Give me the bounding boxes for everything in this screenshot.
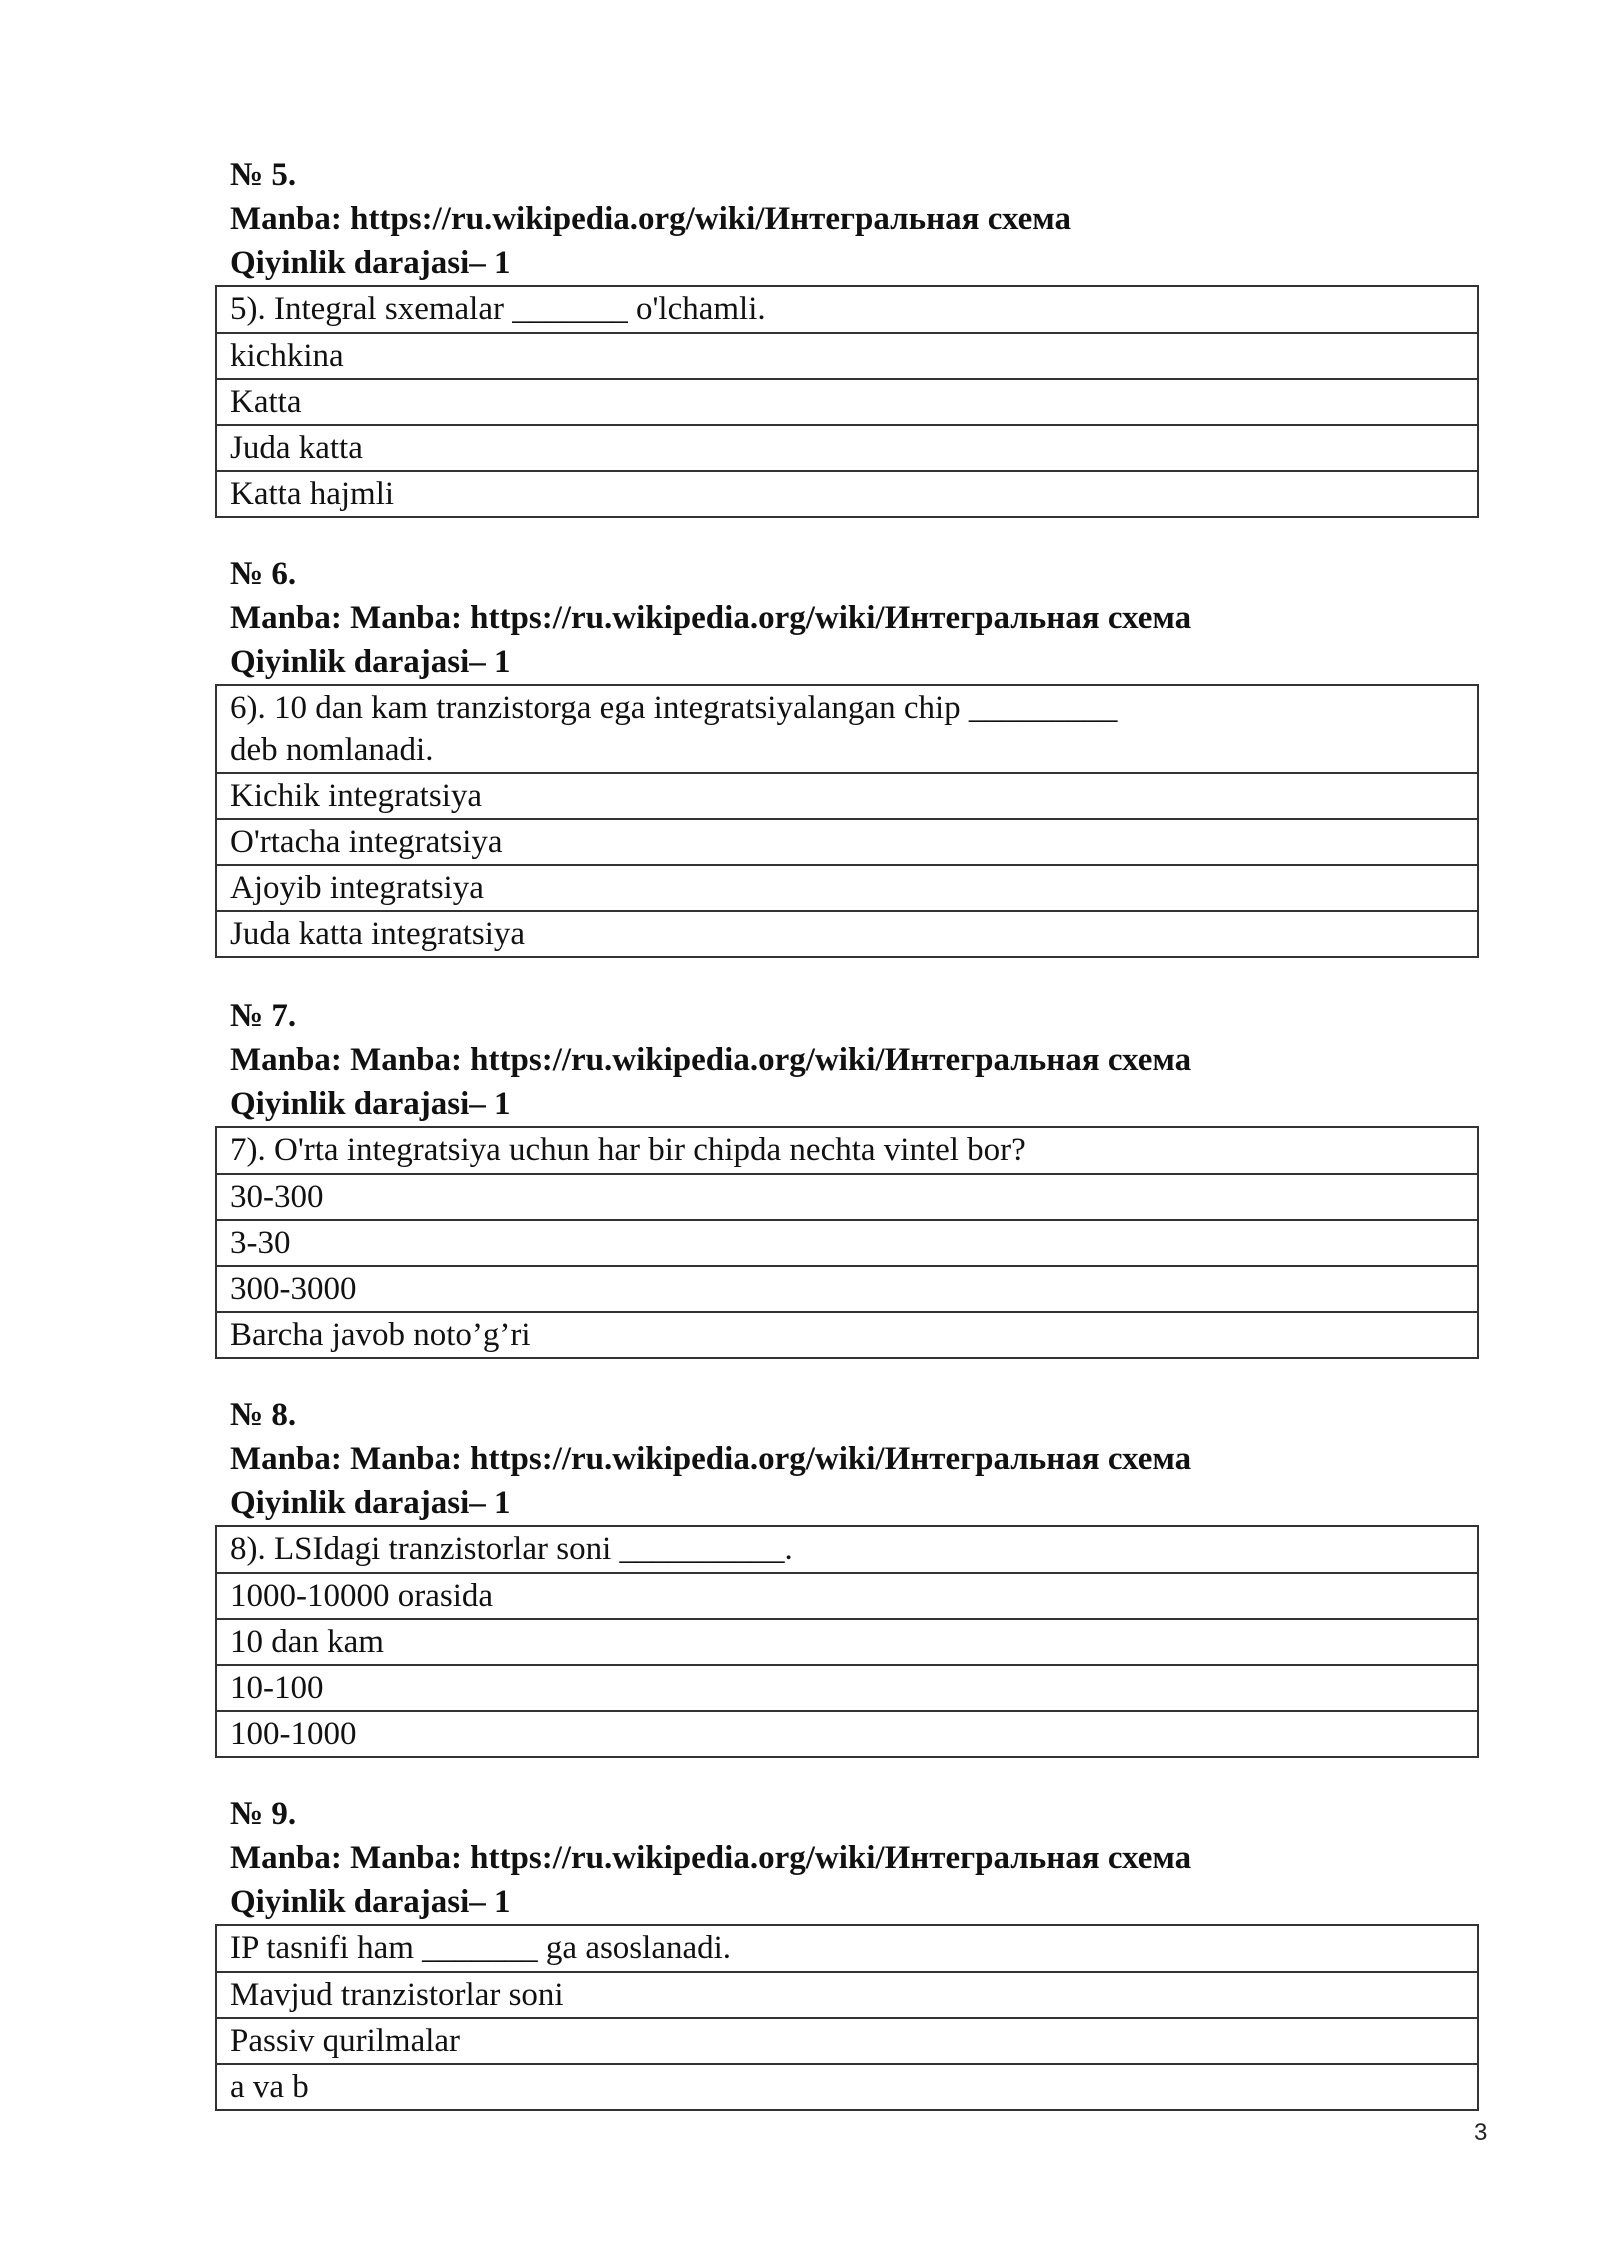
answer-option: O'rtacha integratsiya [217,818,1477,864]
question-table [215,684,1479,958]
answer-option: 100-1000 [217,1710,1477,1756]
answer-option: kichkina [217,332,1477,378]
question-header [230,994,1479,1126]
question-block-7 [230,994,1479,1359]
answer-option: Passiv qurilmalar [217,2017,1477,2063]
question-block-5 [230,153,1479,518]
answer-option: 1000-10000 orasida [217,1572,1477,1618]
answer-option: 10-100 [217,1664,1477,1710]
question-table [215,1126,1479,1359]
answer-option: Katta [217,378,1477,424]
question-source: Manba: https://ru.wikipedia.org/wiki/Интегральная схема [230,201,1072,237]
answer-option: Katta hajmli [217,470,1477,516]
question-header [230,153,1479,285]
question-number: № 5. [230,157,297,193]
answer-option: 10 dan kam [217,1618,1477,1664]
question-text: 7). O'rta integratsiya uchun har bir chipda nechta vintel bor? [230,1132,1026,1168]
question-difficulty: Qiyinlik darajasi– 1 [230,1086,511,1122]
answer-option: Ajoyib integratsiya [217,864,1477,910]
answer-option: Mavjud tranzistorlar soni [217,1971,1477,2017]
question-number: № 7. [230,998,297,1034]
question-block-6 [230,552,1479,958]
answer-option: Barcha javob noto’g’ri [217,1311,1477,1357]
answer-option: 3-30 [217,1219,1477,1265]
question-table [215,1525,1479,1758]
question-source: Manba: Manba: https://ru.wikipedia.org/wiki/Интегральная схема [230,1042,1192,1078]
question-difficulty: Qiyinlik darajasi– 1 [230,1884,511,1920]
question-difficulty: Qiyinlik darajasi– 1 [230,1485,511,1521]
answer-option: a va b [217,2063,1477,2109]
answer-option: 300-3000 [217,1265,1477,1311]
question-text: 8). LSIdagi tranzistorlar soni __________. [230,1531,793,1567]
question-number: № 9. [230,1796,297,1832]
question-number: № 8. [230,1397,297,1433]
answer-option: Juda katta integratsiya [217,910,1477,956]
question-table [215,285,1479,518]
answer-option: Kichik integratsiya [217,772,1477,818]
answer-option: Juda katta [217,424,1477,470]
question-block-9 [230,1792,1479,2111]
question-source: Manba: Manba: https://ru.wikipedia.org/wiki/Интегральная схема [230,1840,1192,1876]
question-difficulty: Qiyinlik darajasi– 1 [230,245,511,281]
answer-option: 30-300 [217,1173,1477,1219]
question-source: Manba: Manba: https://ru.wikipedia.org/wiki/Интегральная схема [230,1441,1192,1477]
question-number: № 6. [230,556,297,592]
question-header [230,1792,1479,1924]
question-source: Manba: Manba: https://ru.wikipedia.org/wiki/Интегральная схема [230,600,1192,636]
question-text: IP tasnifi ham _______ ga asoslanadi. [230,1930,732,1966]
question-text: 5). Integral sxemalar _______ o'lchamli. [230,291,766,327]
question-difficulty: Qiyinlik darajasi– 1 [230,644,511,680]
question-header [230,1393,1479,1525]
question-header [230,552,1479,684]
question-table [215,1924,1479,2111]
question-block-8 [230,1393,1479,1758]
question-text: 6). 10 dan kam tranzistorga ega integratsiyalangan chip _________ deb nomlanadi. [230,690,1118,768]
page-number: 3 [1474,2119,1488,2146]
